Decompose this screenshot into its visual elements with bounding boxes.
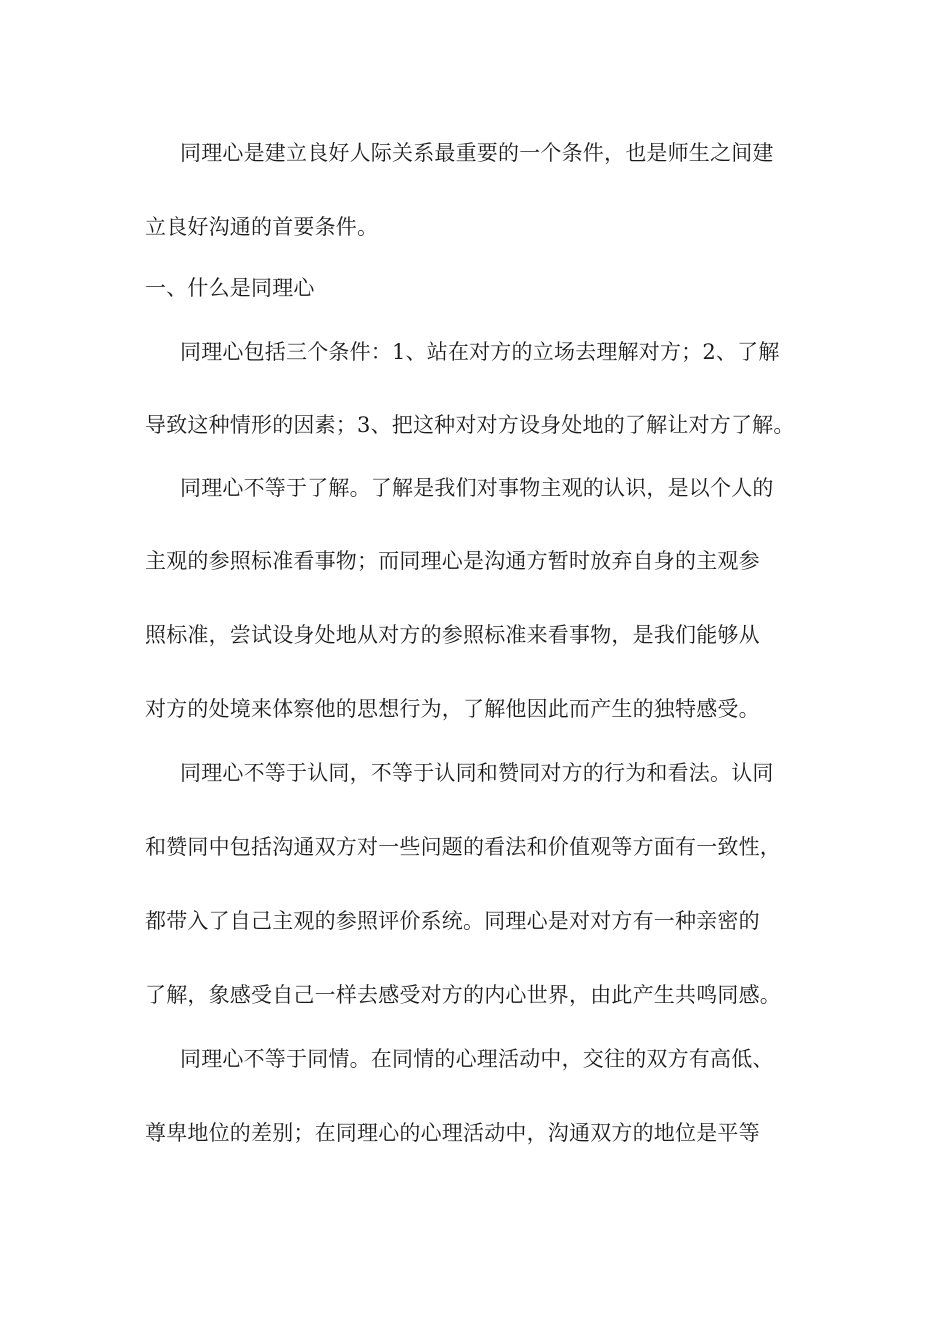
paragraph-4-line-2: 和赞同中包括沟通双方对一些问题的看法和价值观等方面有一致性， bbox=[145, 835, 781, 859]
paragraph-3-line-4: 对方的处境来体察他的思想行为，了解他因此而产生的独特感受。 bbox=[145, 697, 760, 721]
paragraph-3-line-1: 同理心不等于了解。了解是我们对事物主观的认识，是以个人的 bbox=[180, 476, 774, 500]
paragraph-1-line-1: 同理心是建立良好人际关系最重要的一个条件，也是师生之间建 bbox=[180, 141, 774, 165]
paragraph-5-line-2: 尊卑地位的差别；在同理心的心理活动中，沟通双方的地位是平等 bbox=[145, 1121, 760, 1145]
paragraph-5-line-1: 同理心不等于同情。在同情的心理活动中，交往的双方有高低、 bbox=[180, 1047, 774, 1071]
paragraph-4-line-4: 了解，象感受自己一样去感受对方的内心世界，由此产生共鸣同感。 bbox=[145, 983, 781, 1007]
section-heading: 一、什么是同理心 bbox=[145, 276, 315, 300]
paragraph-2-line-2: 导致这种情形的因素；3、把这种对对方设身处地的了解让对方了解。 bbox=[145, 413, 795, 437]
paragraph-3-line-2: 主观的参照标准看事物；而同理心是沟通方暂时放弃自身的主观参 bbox=[145, 549, 760, 573]
paragraph-2-line-1: 同理心包括三个条件：1、站在对方的立场去理解对方；2、了解 bbox=[180, 340, 780, 364]
paragraph-3-line-3: 照标准，尝试设身处地从对方的参照标准来看事物，是我们能够从 bbox=[145, 623, 760, 647]
paragraph-4-line-3: 都带入了自己主观的参照评价系统。同理心是对对方有一种亲密的 bbox=[145, 909, 760, 933]
paragraph-4-line-1: 同理心不等于认同，不等于认同和赞同对方的行为和看法。认同 bbox=[180, 761, 774, 785]
paragraph-1-line-2: 立良好沟通的首要条件。 bbox=[145, 215, 379, 239]
